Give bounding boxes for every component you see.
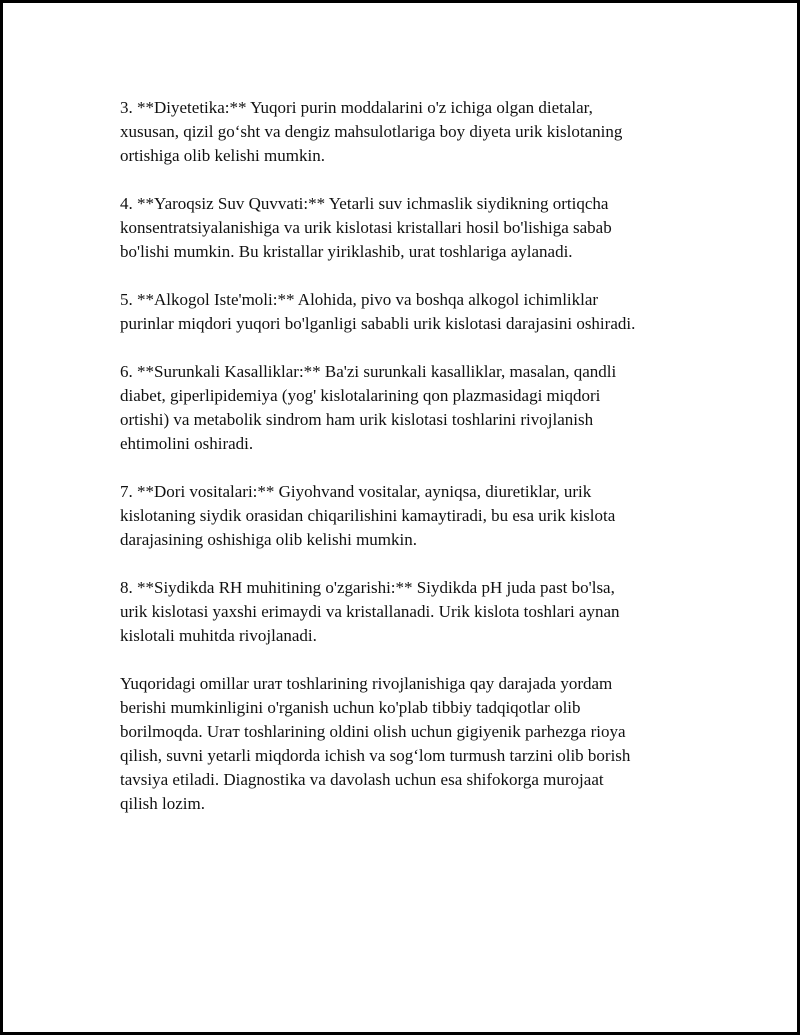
text-line: tavsiya etiladi. Diagnostika va davolash uchun esa shifokorga murojaat: [120, 770, 604, 789]
text-line: 7. **Dori vositalari:** Giyohvand vositalar, ayniqsa, diuretiklar, urik: [120, 482, 592, 501]
paragraph-conclusion: [120, 672, 700, 816]
paragraph-item-5: [120, 288, 700, 336]
text-line: darajasining oshishiga olib kelishi mumkin.: [120, 530, 418, 549]
text-line: ortishiga olib kelishi mumkin.: [120, 146, 325, 165]
text-line: ortishi) va metabolik sindrom ham urik kislotasi toshlarini rivojlanish: [120, 410, 594, 429]
text-line: ehtimolini oshiradi.: [120, 434, 254, 453]
text-line: kislotaning siydik orasidan chiqarilishini kamaytiradi, bu esa urik kislota: [120, 506, 616, 525]
text-line: 8. **Siydikda RH muhitining o'zgarishi:** Siydikda pH juda past bo'lsa,: [120, 578, 615, 597]
paragraph-item-3: [120, 96, 700, 168]
paragraph-item-6: [120, 360, 700, 456]
text-line: qilish, suvni yetarli miqdorda ichish va sog‘lom turmush tarzini olib borish: [120, 746, 631, 765]
document-body: [120, 96, 700, 840]
text-line: xususan, qizil go‘sht va dengiz mahsulotlariga boy diyeta urik kislotaning: [120, 122, 623, 141]
text-line: 3. **Diyetetika:** Yuqori purin moddalarini o'z ichiga olgan dietalar,: [120, 98, 593, 117]
text-line: diabet, giperlipidemiya (yog' kislotalarining qon plazmasidagi miqdori: [120, 386, 601, 405]
text-line: urik kislotasi yaxshi erimaydi va kristallanadi. Urik kislota toshlari aynan: [120, 602, 620, 621]
paragraph-item-4: [120, 192, 700, 264]
text-line: 6. **Surunkali Kasalliklar:** Ba'zi surunkali kasalliklar, masalan, qandli: [120, 362, 617, 381]
text-line: borilmoqda. Uraт toshlarining oldini olish uchun gigiyenik parhezga rioya: [120, 722, 626, 741]
text-line: konsentratsiyalanishiga va urik kislotasi kristallari hosil bo'lishiga sabab: [120, 218, 612, 237]
text-line: qilish lozim.: [120, 794, 205, 813]
text-line: bo'lishi mumkin. Bu kristallar yiriklashib, urat toshlariga aylanadi.: [120, 242, 573, 261]
paragraph-item-8: [120, 576, 700, 648]
text-line: Yuqoridagi omillar uraт toshlarining rivojlanishiga qay darajada yordam: [120, 674, 613, 693]
text-line: kislotali muhitda rivojlanadi.: [120, 626, 317, 645]
text-line: purinlar miqdori yuqori bo'lganligi sababli urik kislotasi darajasini oshiradi.: [120, 314, 636, 333]
text-line: berishi mumkinligini o'rganish uchun ko'plab tibbiy tadqiqotlar olib: [120, 698, 581, 717]
text-line: 5. **Alkogol Iste'moli:** Alohida, pivo va boshqa alkogol ichimliklar: [120, 290, 599, 309]
text-line: 4. **Yaroqsiz Suv Quvvati:** Yetarli suv ichmaslik siydikning ortiqcha: [120, 194, 609, 213]
paragraph-item-7: [120, 480, 700, 552]
